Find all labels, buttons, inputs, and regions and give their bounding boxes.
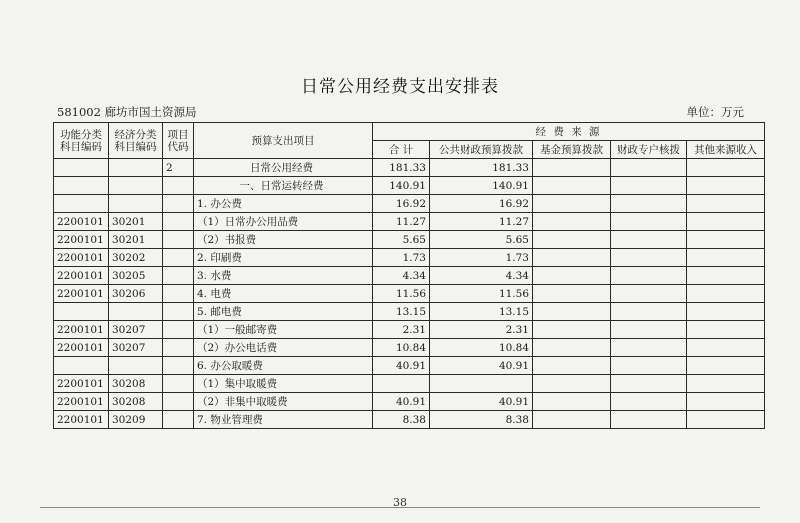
cell-fund-budget [533,231,611,249]
header-other: 其他来源收入 [687,141,765,159]
table-row [54,231,765,249]
cell-public-finance: 140.91 [430,177,533,195]
header-special: 财政专户核拨 [611,141,687,159]
cell-func-code: 2200101 [54,411,109,429]
cell-total: 13.15 [373,303,430,321]
cell-econ-code: 30206 [109,285,163,303]
cell-total: 40.91 [373,393,430,411]
cell-total [373,375,430,393]
cell-public-finance [430,375,533,393]
cell-other [687,285,765,303]
cell-other [687,231,765,249]
cell-item-code: 2 [163,159,194,177]
cell-public-finance: 13.15 [430,303,533,321]
unit-label: 单位：万元 [686,105,744,119]
cell-fund-budget [533,411,611,429]
cell-fund-budget [533,303,611,321]
cell-item-name: 7. 物业管理费 [194,411,373,429]
table-row [54,213,765,231]
cell-special [611,411,687,429]
cell-func-code: 2200101 [54,285,109,303]
header-func-code: 功能分类 科目编码 [54,123,109,159]
cell-fund-budget [533,321,611,339]
cell-other [687,213,765,231]
cell-special [611,213,687,231]
cell-special [611,303,687,321]
cell-item-name: （1）日常办公用品费 [194,213,373,231]
cell-fund-budget [533,267,611,285]
table-row [54,249,765,267]
cell-special [611,195,687,213]
cell-econ-code: 30201 [109,231,163,249]
header-fund-budget: 基金预算拨款 [533,141,611,159]
cell-public-finance: 181.33 [430,159,533,177]
cell-total: 4.34 [373,267,430,285]
cell-item-code [163,231,194,249]
cell-public-finance: 1.73 [430,249,533,267]
cell-public-finance: 4.34 [430,267,533,285]
header-public-finance: 公共财政预算拨款 [430,141,533,159]
cell-fund-budget [533,285,611,303]
cell-total: 140.91 [373,177,430,195]
table-row [54,375,765,393]
cell-item-name: 6. 办公取暖费 [194,357,373,375]
cell-econ-code: 30207 [109,339,163,357]
cell-public-finance: 11.56 [430,285,533,303]
cell-public-finance: 11.27 [430,213,533,231]
cell-other [687,249,765,267]
cell-special [611,231,687,249]
cell-item-name: 2. 印刷费 [194,249,373,267]
cell-fund-budget [533,357,611,375]
cell-special [611,321,687,339]
cell-special [611,267,687,285]
header-econ-code: 经济分类 科目编码 [109,123,163,159]
cell-total: 5.65 [373,231,430,249]
cell-total: 8.38 [373,411,430,429]
cell-func-code: 2200101 [54,267,109,285]
table-row [54,267,765,285]
cell-other [687,321,765,339]
cell-item-name: （2）书报费 [194,231,373,249]
cell-item-name: （1）一般邮寄费 [194,321,373,339]
cell-item-code [163,339,194,357]
cell-other [687,303,765,321]
cell-item-code [163,267,194,285]
cell-item-name: 4. 电费 [194,285,373,303]
cell-total: 2.31 [373,321,430,339]
cell-func-code: 2200101 [54,321,109,339]
cell-item-code [163,357,194,375]
cell-econ-code: 30205 [109,267,163,285]
cell-fund-budget [533,159,611,177]
cell-func-code: 2200101 [54,393,109,411]
cell-special [611,177,687,195]
cell-item-name: （2）非集中取暖费 [194,393,373,411]
cell-func-code [54,357,109,375]
cell-total: 40.91 [373,357,430,375]
table-row [54,411,765,429]
table-row [54,321,765,339]
budget-table [53,122,765,429]
header-total: 合 计 [373,141,430,159]
table-row [54,285,765,303]
cell-total: 181.33 [373,159,430,177]
cell-econ-code: 30202 [109,249,163,267]
cell-func-code [54,177,109,195]
page-title: 日常公用经费支出安排表 [301,77,499,97]
cell-item-name: （2）办公电话费 [194,339,373,357]
table-body [54,159,765,429]
cell-public-finance: 40.91 [430,357,533,375]
cell-special [611,339,687,357]
cell-func-code [54,159,109,177]
table-row [54,339,765,357]
cell-func-code: 2200101 [54,339,109,357]
cell-item-code [163,285,194,303]
cell-func-code: 2200101 [54,213,109,231]
cell-item-code [163,321,194,339]
cell-item-code [163,195,194,213]
cell-item-code [163,303,194,321]
table-row [54,393,765,411]
cell-item-name: 一、日常运转经费 [194,177,373,195]
org-label: 581002 廊坊市国土资源局 [57,105,197,119]
cell-item-code [163,177,194,195]
cell-other [687,267,765,285]
cell-total: 11.56 [373,285,430,303]
cell-other [687,393,765,411]
cell-special [611,159,687,177]
cell-econ-code [109,303,163,321]
cell-item-name: 5. 邮电费 [194,303,373,321]
cell-total: 10.84 [373,339,430,357]
cell-other [687,195,765,213]
cell-fund-budget [533,339,611,357]
cell-econ-code: 30207 [109,321,163,339]
cell-econ-code: 30208 [109,393,163,411]
footer-divider [40,507,760,508]
cell-fund-budget [533,249,611,267]
table-row [54,195,765,213]
cell-func-code: 2200101 [54,249,109,267]
cell-fund-budget [533,375,611,393]
table-row [54,159,765,177]
cell-func-code: 2200101 [54,375,109,393]
cell-special [611,357,687,375]
cell-item-code [163,249,194,267]
cell-total: 1.73 [373,249,430,267]
table-header [54,123,765,159]
cell-special [611,249,687,267]
cell-public-finance: 10.84 [430,339,533,357]
cell-item-code [163,213,194,231]
cell-fund-budget [533,393,611,411]
cell-econ-code [109,177,163,195]
cell-public-finance: 40.91 [430,393,533,411]
cell-total: 16.92 [373,195,430,213]
cell-total: 11.27 [373,213,430,231]
cell-item-code [163,411,194,429]
cell-func-code [54,303,109,321]
cell-other [687,357,765,375]
cell-fund-budget [533,195,611,213]
cell-other [687,411,765,429]
cell-item-name: 日常公用经费 [194,159,373,177]
cell-other [687,339,765,357]
cell-public-finance: 16.92 [430,195,533,213]
table-row [54,303,765,321]
cell-func-code: 2200101 [54,231,109,249]
cell-econ-code: 30201 [109,213,163,231]
cell-fund-budget [533,177,611,195]
cell-special [611,375,687,393]
cell-econ-code: 30209 [109,411,163,429]
header-item-name: 预算支出项目 [194,123,373,159]
cell-item-code [163,393,194,411]
cell-econ-code [109,159,163,177]
cell-other [687,375,765,393]
cell-special [611,285,687,303]
cell-item-name: 1. 办公费 [194,195,373,213]
cell-item-name: （1）集中取暖费 [194,375,373,393]
cell-item-code [163,375,194,393]
page-number: 38 [393,496,407,509]
header-item-code: 项目 代码 [163,123,194,159]
cell-item-name: 3. 水费 [194,267,373,285]
cell-public-finance: 2.31 [430,321,533,339]
cell-other [687,159,765,177]
cell-econ-code [109,357,163,375]
cell-special [611,393,687,411]
table-row [54,177,765,195]
cell-econ-code [109,195,163,213]
cell-public-finance: 5.65 [430,231,533,249]
cell-fund-budget [533,213,611,231]
cell-func-code [54,195,109,213]
cell-public-finance: 8.38 [430,411,533,429]
cell-econ-code: 30208 [109,375,163,393]
header-source-group: 经 费 来 源 [373,123,765,141]
cell-other [687,177,765,195]
table-row [54,357,765,375]
